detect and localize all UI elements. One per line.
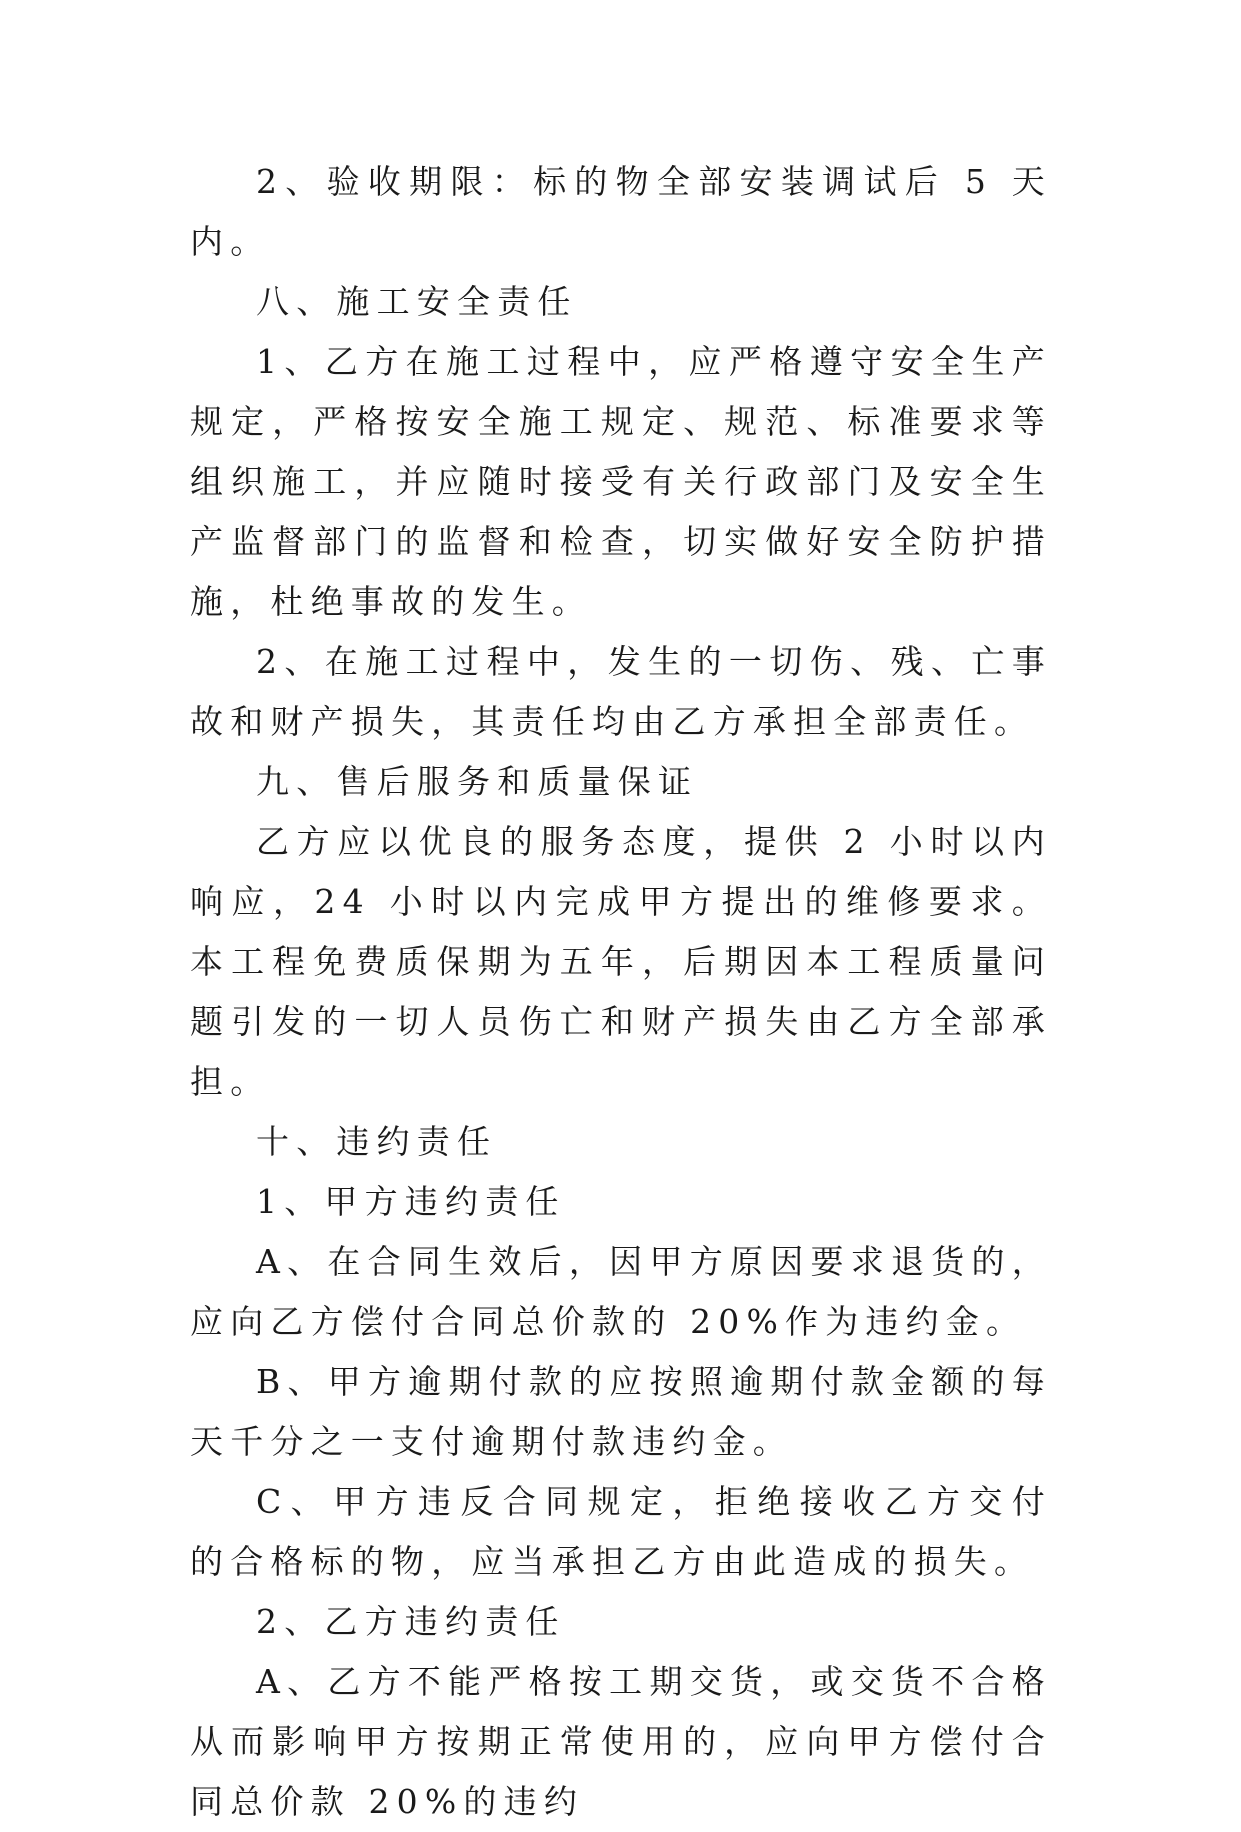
subheading-party-b-breach: 2、乙方违约责任	[256, 1602, 566, 1641]
document-body	[190, 152, 1052, 1832]
paragraph-party-b-clause-a: A、乙方不能严格按工期交货，或交货不合格从而影响甲方按期正常使用的，应向甲方偿付合同总价款 20%的违约	[190, 1662, 1052, 1821]
paragraph-party-a-clause-b: B、甲方逾期付款的应按照逾期付款金额的每天千分之一支付逾期付款违约金。	[190, 1362, 1052, 1461]
paragraph-service-warranty: 乙方应以优良的服务态度，提供 2 小时以内响应，24 小时以内完成甲方提出的维修要求。本工程免费质保期为五年，后期因本工程质量问题引发的一切人员伤亡和财产损失由乙方全部承担。	[190, 822, 1052, 1101]
subheading-party-a-breach: 1、甲方违约责任	[256, 1182, 566, 1221]
section-heading-after-sales: 九、售后服务和质量保证	[256, 762, 699, 801]
paragraph-party-a-clause-a: A、在合同生效后，因甲方原因要求退货的，应向乙方偿付合同总价款的 20%作为违约金。	[190, 1242, 1052, 1341]
section-heading-construction-safety: 八、施工安全责任	[256, 282, 578, 321]
paragraph-party-a-clause-c: C、甲方违反合同规定，拒绝接收乙方交付的合格标的物，应当承担乙方由此造成的损失。	[190, 1482, 1052, 1581]
paragraph-acceptance-deadline: 2、验收期限：标的物全部安装调试后 5 天内。	[190, 162, 1052, 261]
section-heading-breach-liability: 十、违约责任	[256, 1122, 498, 1161]
paragraph-safety-rules: 1、乙方在施工过程中，应严格遵守安全生产规定，严格按安全施工规定、规范、标准要求等组织施工，并应随时接受有关行政部门及安全生产监督部门的监督和检查，切实做好安全防护措施，杜绝事故的发生。	[190, 342, 1052, 621]
paragraph-accident-liability: 2、在施工过程中，发生的一切伤、残、亡事故和财产损失，其责任均由乙方承担全部责任。	[190, 642, 1052, 741]
